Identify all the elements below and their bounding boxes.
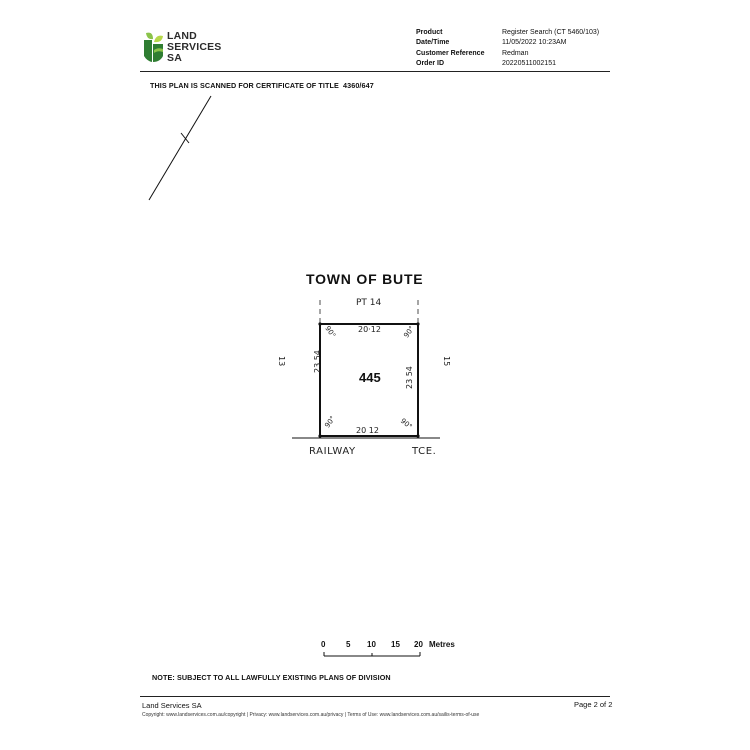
meta-row-order-id [416,59,616,69]
brand-logo [141,30,221,66]
footer-links: Copyright: www.landservices.com.au/copyright | Privacy: www.landservices.com.au/privacy | Terms of Use: www.landservices.com.au/sailis-terms-of-use [142,712,480,718]
meta-label-order-id: Order ID [416,60,445,68]
scale-tick-5: 5 [346,640,351,649]
footer-org: Land Services SA [142,701,202,710]
meta-label-product: Product [416,29,443,36]
meta-row-datetime [416,38,616,48]
meta-row-product [416,28,616,38]
meta-value-product: Register Search (CT 5460/103) [502,29,600,36]
street-name-right: TCE. [412,446,437,457]
meta-label-datetime: Date/Time [416,39,450,47]
scale-bar [318,640,468,660]
land-services-logo-icon [141,30,167,66]
meta-row-customer-reference [416,49,616,59]
adjoining-lot-left: 13 [277,356,286,367]
north-arrow-icon [140,90,220,205]
adjoining-lot-right: 15 [442,356,451,367]
footer-divider [140,696,610,697]
dimension-left: 23 54 [313,350,322,373]
dimension-right: 23 54 [405,366,414,389]
brand-line2: SERVICES [167,41,222,53]
meta-value-datetime: 11/05/2022 10:23AM [502,39,567,47]
brand-line3: SA [167,52,182,64]
scale-tick-0: 0 [321,640,326,649]
street-name-left: RAILWAY [309,446,356,457]
dimension-bottom: 20 12 [356,426,379,435]
angle-bottom-left: 90° [323,414,338,430]
lot-number: 445 [359,370,381,385]
scale-tick-10: 10 [367,640,376,649]
scale-line [318,650,428,658]
scale-tick-20: 20 [414,640,423,649]
label-adjoining-top: PT 14 [356,298,382,308]
meta-value-order-id: 20220511002151 [502,60,556,68]
angle-top-left: 90° [323,324,338,340]
dimension-top: 20·12 [358,325,381,334]
order-meta [416,28,616,70]
angle-top-right: 90° [402,324,417,340]
town-title: TOWN OF BUTE [306,271,424,287]
meta-label-customer-reference: Customer Reference [416,49,485,57]
footer-page-number: Page 2 of 2 [574,700,613,709]
scale-unit: Metres [429,640,455,649]
meta-value-customer-reference: Redman [502,49,529,57]
header-divider [140,71,610,72]
brand-line1: LAND [167,30,197,42]
division-note: NOTE: SUBJECT TO ALL LAWFULLY EXISTING PLANS OF DIVISION [152,673,391,682]
angle-bottom-right: 90° [398,416,414,432]
scan-note: THIS PLAN IS SCANNED FOR CERTIFICATE OF TITLE 4360/647 [150,81,374,90]
scale-tick-15: 15 [391,640,400,649]
